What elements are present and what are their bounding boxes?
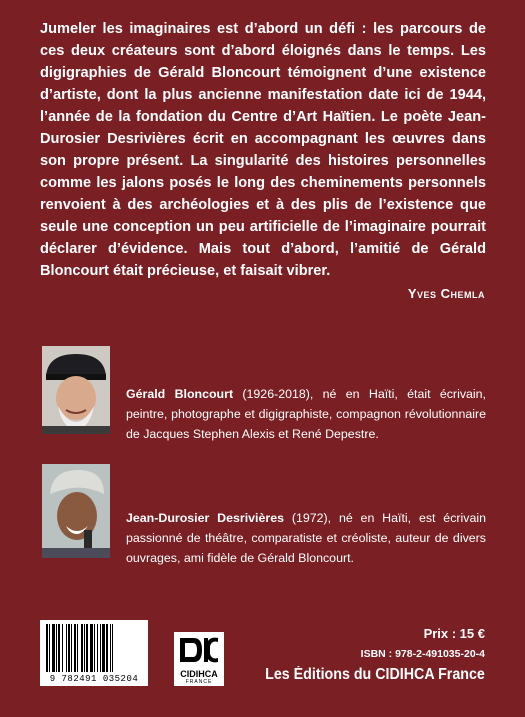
barcode-bar	[112, 624, 113, 672]
author-portrait-desrivieres	[42, 464, 110, 558]
author-portrait-bloncourt	[42, 346, 110, 434]
barcode-bar	[66, 624, 67, 672]
barcode-bar	[81, 624, 83, 672]
barcode-bars	[40, 620, 148, 676]
barcode-bar	[84, 624, 85, 672]
logo-name: CIDIHCA	[180, 669, 218, 679]
price-label: Prix : 15 €	[423, 626, 485, 641]
barcode-bar	[77, 624, 78, 672]
barcode-bar	[71, 624, 72, 672]
barcode-bar	[110, 624, 111, 672]
author-bio-text: (1972), né en Haïti, est écrivain passionné de théâtre, comparatiste et créoliste, auteur de divers ouvrages, ami fidèle de Gérald Bloncourt.	[126, 511, 487, 565]
barcode-bar	[86, 624, 88, 672]
author-name: Gérald Bloncourt	[126, 387, 234, 401]
isbn-label: ISBN : 978-2-491035-20-4	[360, 648, 485, 660]
author-name: Jean-Durosier Desrivières	[126, 511, 284, 525]
blurb-signature: Yves Chemla	[407, 286, 485, 301]
publisher-logo	[174, 632, 224, 686]
barcode-bar	[68, 624, 70, 672]
barcode-bar	[97, 624, 98, 672]
barcode-bar	[90, 624, 93, 672]
barcode-bar	[94, 624, 95, 672]
logo-subtitle: FRANCE	[185, 679, 213, 685]
barcode-bar	[100, 624, 101, 672]
barcode-bar	[56, 624, 57, 672]
author-bio-text: (1926-2018), né en Haïti, était écrivain, peintre, photographe et digigraphiste, compagnon révolutionnaire de Jacques Stephen Alexis et René Depestre.	[126, 387, 486, 441]
cidihca-logo-mark	[174, 632, 224, 668]
barcode-bar	[46, 624, 48, 672]
isbn-barcode	[40, 620, 148, 686]
barcode-bar	[52, 624, 55, 672]
publisher-name: Les Éditions du CIDIHCA France	[265, 666, 485, 683]
barcode-bar	[58, 624, 60, 672]
barcode-bar	[74, 624, 76, 672]
back-cover-blurb: Jumeler les imaginaires est d’abord un défi : les parcours de ces deux créateurs sont d’abord éloignés dans le temps. Les digigraphies de Gérald Bloncourt témoignent d’une existence d’artiste, dont la plus ancienne manifestation date ici de 1944, l’année de la fondation du Centre d’Art Haïtien. Le poète Jean-Durosier Desrivières écrit en accompagnant les œuvres dans son propre présent. La singularité des histoires personnelles comme les jalons posés le long des cheminements personnels renvoient à des archéologies et à des plis de l’existence que seule une conception un peu artificielle de l’imaginaire pourrait déclarer d’évidence. Mais tout d’abord, l’amitié de Gérald Bloncourt était précieuse, et faisait vibrer.	[40, 21, 486, 279]
barcode-digits: 9 782491 035204	[49, 674, 139, 684]
author-bio-bloncourt	[126, 384, 486, 444]
barcode-bar	[62, 624, 63, 672]
barcode-bar	[49, 624, 50, 672]
barcode-bar	[102, 624, 105, 672]
author-bio-desrivieres	[126, 508, 486, 568]
barcode-bar	[106, 624, 108, 672]
